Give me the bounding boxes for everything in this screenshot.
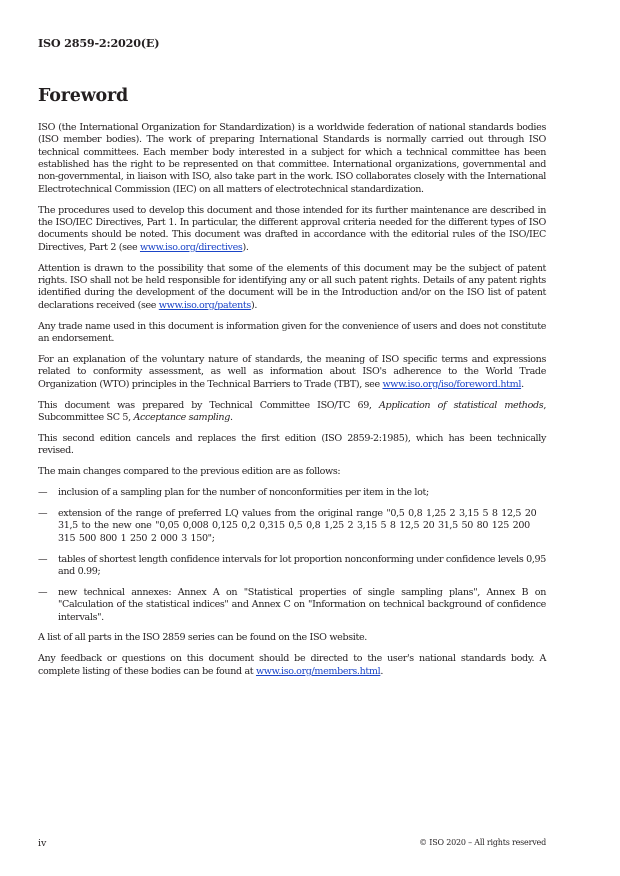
paragraph-voluntary-nature bbox=[38, 354, 546, 391]
change-text: tables of shortest length confidence intervals for lot proportion nonconforming under confidence levels 0,95 and 0.99; bbox=[58, 553, 546, 577]
change-text: extension of the range of preferred LQ values from the original range "0,5 0,8 1,25 2 3,15 5 8 12,5 20 31,5 to the new one "0,05 0,008 0,125 0,2 0,315 0,5 0,8 1,25 2 3,15 5 8 12,5 20 31,5 50 80 125 200 315 500 800 1 250 2 000 3 150"; bbox=[58, 507, 537, 544]
link-foreword[interactable]: www.iso.org/iso/foreword.html bbox=[382, 378, 522, 390]
paragraph-changes-intro: The main changes compared to the previous edition are as follows: bbox=[38, 466, 341, 478]
copyright-notice: © ISO 2020 – All rights reserved bbox=[419, 838, 546, 847]
change-text: inclusion of a sampling plan for the number of nonconformities per item in the lot; bbox=[58, 487, 429, 498]
paragraph-series-list: A list of all parts in the ISO 2859 series can be found on the ISO website. bbox=[38, 632, 367, 644]
paragraph-committee bbox=[38, 400, 546, 425]
change-text: new technical annexes: Annex A on "Statistical properties of single sampling plans", Annex B on "Calculation of the statistical indices" and Annex C on "Information on technical background of confidence intervals". bbox=[58, 586, 546, 623]
foreword-body bbox=[38, 122, 546, 687]
paragraph-text: . bbox=[380, 665, 384, 677]
change-list-item bbox=[38, 554, 546, 579]
paragraph-text: The procedures used to develop this document and those intended for its further maintenance are described in the ISO/IEC Directives, Part 1. In particular, the different approval criteria needed for the different types of ISO documents should be noted. This document was drafted in accordance with the editorial rules of the ISO/IEC Directives, Part 2 (see bbox=[38, 204, 546, 253]
paragraph-trade-name: Any trade name used in this document is information given for the convenience of users and does not constitute an endorsement. bbox=[38, 320, 546, 344]
dash-bullet: — bbox=[38, 553, 48, 565]
paragraph-patents bbox=[38, 263, 546, 312]
link-directives[interactable]: www.iso.org/directives bbox=[139, 241, 243, 253]
document-id-header: ISO 2859-2:2020(E) bbox=[38, 36, 160, 50]
dash-bullet: — bbox=[38, 507, 48, 519]
change-list-item bbox=[38, 587, 546, 624]
paragraph-text: For an explanation of the voluntary nature of standards, the meaning of ISO specific terms and expressions related to conformity assessment, as well as information about ISO's adherence to the World Trade Organization (WTO) principles in the Technical Barriers to Trade (TBT), see bbox=[38, 353, 546, 390]
link-patents[interactable]: www.iso.org/patents bbox=[158, 299, 251, 311]
paragraph-text: . bbox=[521, 378, 524, 390]
paragraph-feedback bbox=[38, 653, 546, 678]
paragraph-text: , Subcommittee SC 5, bbox=[38, 399, 546, 423]
paragraph-text: ). bbox=[242, 241, 249, 253]
paragraph-text: Any feedback or questions on this document should be directed to the user's national standards body. A complete listing of these bodies can be found at bbox=[38, 653, 546, 677]
subcommittee-title: Acceptance sampling bbox=[133, 411, 230, 423]
paragraph-text: ). bbox=[250, 299, 258, 311]
paragraph-iso-intro: ISO (the International Organization for Standardization) is a worldwide federation of national standards bodies (ISO member bodies). The work of preparing International Standards is normally carried out through ISO technical committees. Each member body interested in a subject for which a technical committee has been established has the right to be represented on that committee. International organizations, governmental and non-governmental, in liaison with ISO, also take part in the work. ISO collaborates closely with the International Electrotechnical Commission (IEC) on all matters of electrotechnical standardization. bbox=[38, 122, 546, 195]
change-list-item bbox=[38, 487, 546, 499]
link-members[interactable]: www.iso.org/members.html bbox=[255, 665, 381, 677]
dash-bullet: — bbox=[38, 487, 48, 498]
paragraph-text: This document was prepared by Technical Committee ISO/TC 69, bbox=[38, 399, 380, 411]
paragraph-edition: This second edition cancels and replaces the first edition (ISO 2859-2:1985), which has been technically revised. bbox=[38, 432, 546, 457]
paragraph-text: . bbox=[229, 411, 233, 423]
dash-bullet: — bbox=[38, 586, 48, 598]
paragraph-text: Attention is drawn to the possibility that some of the elements of this document may be the subject of patent rights. ISO shall not be held responsible for identifying any or all such patent rights. Details of any patent rights identified during the development of the document will be in the Introduction and/or on the ISO list of patent declarations received (see bbox=[38, 262, 546, 311]
section-title: Foreword bbox=[38, 86, 129, 106]
page-number: iv bbox=[38, 838, 47, 849]
change-list-item bbox=[38, 508, 546, 545]
paragraph-procedures bbox=[38, 205, 546, 254]
committee-title: Application of statistical methods bbox=[379, 399, 544, 411]
